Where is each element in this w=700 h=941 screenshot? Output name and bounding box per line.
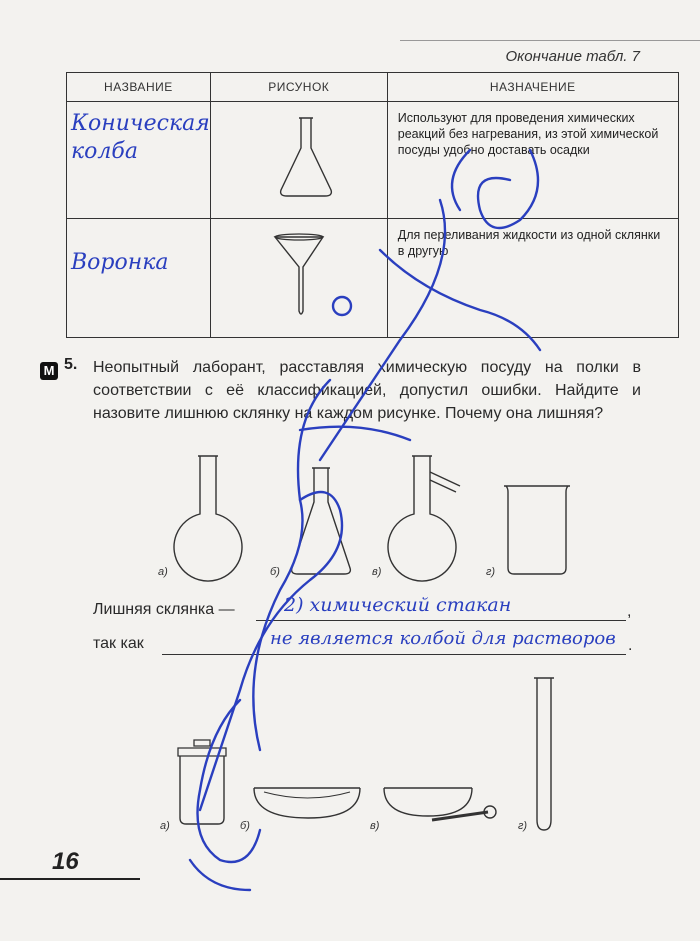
figure-label: б) xyxy=(270,566,280,578)
answer-comma: , xyxy=(627,603,632,620)
reason-line xyxy=(162,654,626,655)
evaporating-dish-icon xyxy=(252,782,362,822)
table-caption: Окончание табл. 7 xyxy=(505,48,640,65)
funnel-icon xyxy=(271,231,331,321)
figure-label: в) xyxy=(372,566,382,578)
test-tube-icon xyxy=(530,674,560,834)
handwritten-answer: 2) химический стакан xyxy=(284,594,512,616)
figure-label: б) xyxy=(240,820,250,832)
lab-glassware-table xyxy=(66,72,679,338)
purpose-text: Для переливания жидкости из одной склянки в другую xyxy=(387,219,678,338)
figure-label: в) xyxy=(370,820,380,832)
metapredmet-badge: М xyxy=(40,362,58,380)
col-header-name: НАЗВАНИЕ xyxy=(67,73,211,102)
distillation-flask-icon xyxy=(382,452,472,577)
mortar-pestle-icon xyxy=(382,782,502,832)
page-number: 16 xyxy=(52,848,79,875)
col-header-purpose: НАЗНАЧЕНИЕ xyxy=(387,73,678,102)
beaker-icon xyxy=(500,482,575,577)
exercise-number: 5. xyxy=(64,356,78,373)
figure-label: а) xyxy=(160,820,170,832)
handwritten-name: Коническая колба xyxy=(71,111,210,164)
conical-flask-icon xyxy=(286,464,356,579)
round-flask-icon xyxy=(168,452,248,577)
reason-label: так как xyxy=(93,635,144,652)
header-rule xyxy=(400,40,700,41)
table-row xyxy=(67,219,679,338)
purpose-text: Используют для проведения химических реакций без нагревания, из этой химической посуды удобно доставать осадки xyxy=(387,102,678,219)
handwritten-name: Воронка xyxy=(71,250,169,275)
answer-label: Лишняя склянка — xyxy=(93,601,235,618)
reason-period: . xyxy=(628,637,633,654)
figure-label: г) xyxy=(518,820,528,832)
conical-flask-icon xyxy=(271,112,341,202)
figure-label: г) xyxy=(486,566,496,578)
answer-line xyxy=(256,620,626,621)
page-number-rule xyxy=(0,878,140,880)
exercise-text: Неопытный лаборант, расставляя химическую посуду на полки в соответствии с её классификацией, допустил ошибки. Найдите и назовите лишнюю склянку на каждом рисунке. Почему она лишняя? xyxy=(93,359,641,422)
lidded-jar-icon xyxy=(172,736,232,831)
col-header-figure: РИСУНОК xyxy=(210,73,387,102)
table-row xyxy=(67,102,679,219)
figure-label: а) xyxy=(158,566,168,578)
handwritten-reason: не является колбой для растворов xyxy=(270,628,616,649)
